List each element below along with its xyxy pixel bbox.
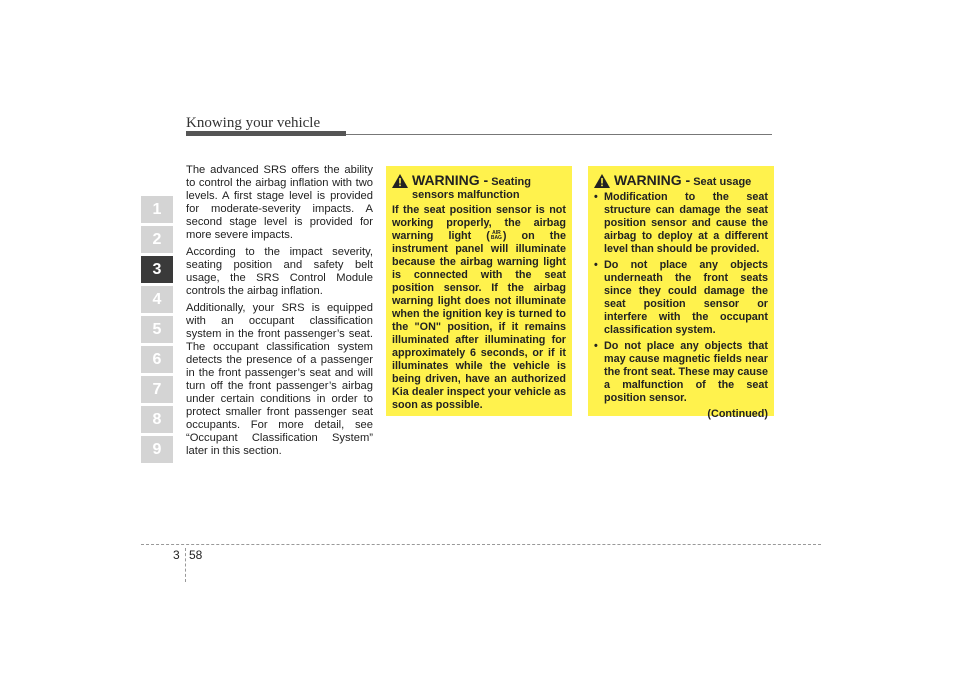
body-paragraph: According to the impact severity, seating position and safety belt usage, the SRS Control Module controls the airbag inflation. — [186, 246, 373, 297]
footer-divider — [185, 548, 186, 582]
list-item: • Do not place any objects underneath the front seats since they could damage the seat position sensor or interfere with the occupant classification system. — [604, 259, 768, 337]
body-paragraph: Additionally, your SRS is equipped with an occupant classification system in the front passenger’s seat. The occupant classification system detects the presence of a passenger in the front passenger’s seat and will turn off the front passenger’s airbag under certain conditions in order to protect smaller front passenger seat occupants. For more detail, see “Occupant Classification System” later in this section. — [186, 302, 373, 457]
warning-triangle-icon — [594, 174, 610, 188]
chapter-tab-1[interactable]: 1 — [141, 196, 173, 223]
footer-rule — [141, 544, 821, 545]
warning-subtitle: Seat usage — [693, 176, 752, 188]
chapter-tab-9[interactable]: 9 — [141, 436, 173, 463]
warning-text-part: If the seat position sensor is not working properly, the airbag warning light ( — [392, 204, 566, 242]
warning-label: WARNING - — [412, 172, 489, 188]
body-text — [186, 164, 373, 462]
list-item: • Modification to the seat structure can damage the seat position sensor and cause the airbag to deploy at a different level than should be provided. — [604, 191, 768, 256]
chapter-tab-4[interactable]: 4 — [141, 286, 173, 313]
chapter-tab-7[interactable]: 7 — [141, 376, 173, 403]
chapter-tab-8[interactable]: 8 — [141, 406, 173, 433]
warning-header — [392, 174, 566, 202]
warning-subtitle: Seating sensors malfunction — [412, 176, 531, 201]
list-item: • Do not place any objects that may cause magnetic fields near the front seat. These may cause a malfunction of the seat position sensor. — [604, 340, 768, 405]
continued-label: (Continued) — [707, 408, 768, 420]
warning-box-seat-usage — [588, 166, 774, 420]
footer-page-number: 58 — [189, 548, 203, 562]
body-paragraph: The advanced SRS offers the ability to control the airbag inflation with two levels. A first stage level is provided for moderate-severity impacts. A second stage level is provided for more severe impacts. — [186, 164, 373, 241]
header-bar — [186, 131, 346, 136]
warning-label: WARNING - — [614, 172, 691, 188]
chapter-tab-5[interactable]: 5 — [141, 316, 173, 343]
chapter-tabs — [141, 196, 173, 466]
warning-text — [392, 204, 566, 412]
airbag-warning-icon — [490, 231, 503, 241]
warning-text-part: ) on the instrument panel will illuminate because the airbag warning light is connected with the seat position sensor. If the airbag warning light does not illuminate when the ignition key is turned to the "ON" position, if it remains illuminated after illuminating for approximately 6 seconds, or if it illuminates while the vehicle is being driven, have an authorized Kia dealer inspect your vehicle as soon as possible. — [392, 230, 566, 411]
header-rule — [346, 134, 772, 135]
chapter-tab-3[interactable]: 3 — [141, 256, 173, 283]
warning-header — [594, 174, 768, 189]
chapter-tab-6[interactable]: 6 — [141, 346, 173, 373]
chapter-tab-2[interactable]: 2 — [141, 226, 173, 253]
airbag-icon-line1: AIR — [492, 230, 501, 237]
warning-triangle-icon — [392, 174, 408, 188]
section-title: Knowing your vehicle — [186, 115, 321, 131]
warning-bullet-list — [594, 191, 768, 405]
warning-box-seating-sensors — [386, 166, 572, 416]
footer-chapter-number: 3 — [173, 548, 180, 562]
airbag-icon-line2: BAG — [490, 235, 502, 242]
